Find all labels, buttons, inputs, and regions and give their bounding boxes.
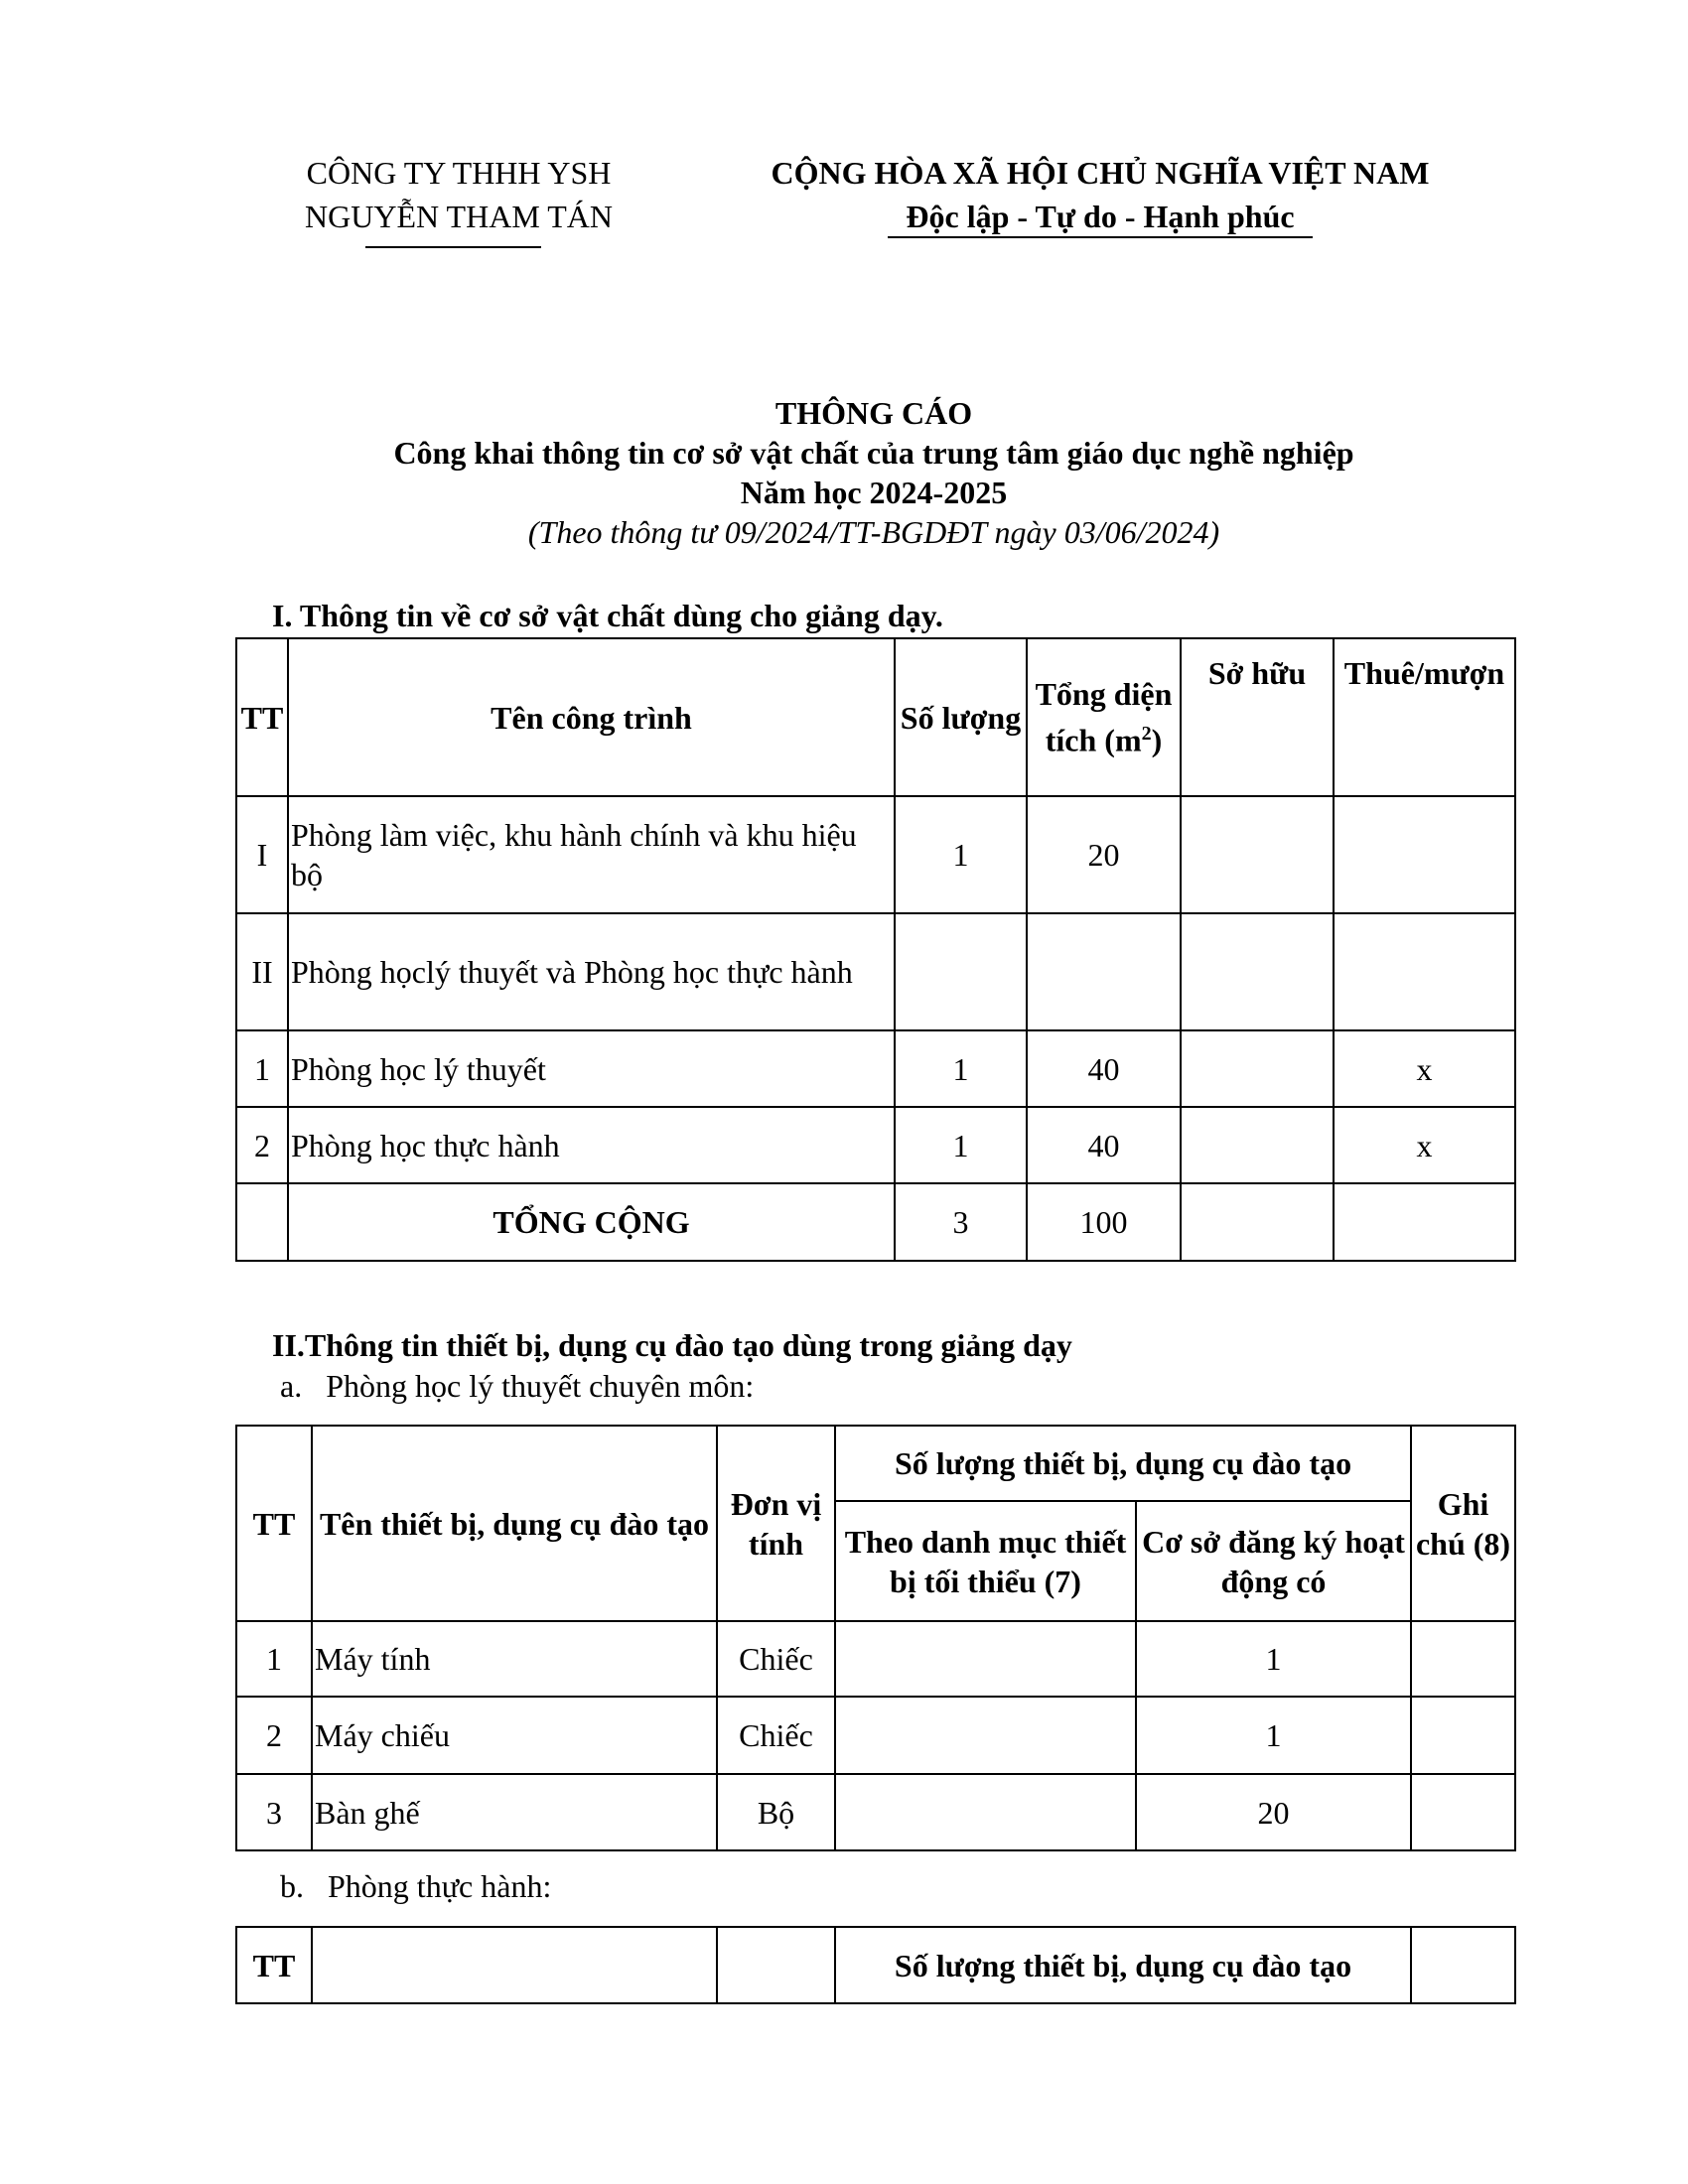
cell-own (1181, 796, 1334, 913)
total-row (236, 1183, 1515, 1261)
table-row (236, 913, 1515, 1030)
cell-note (1411, 1774, 1515, 1850)
total-label: TỔNG CỘNG (288, 1183, 895, 1261)
cell-own (1181, 1030, 1334, 1107)
table-row (236, 1774, 1515, 1850)
col-qty: Số lượng (895, 638, 1027, 796)
cell-own (1181, 1107, 1334, 1183)
col-group: Số lượng thiết bị, dụng cụ đào tạo (835, 1426, 1411, 1501)
facilities-table (235, 637, 1516, 1262)
cell-name: Phòng học lý thuyết (288, 1030, 895, 1107)
col-note: Ghi chú (8) (1411, 1426, 1515, 1621)
col-tt: TT (236, 638, 288, 796)
nation-header (703, 151, 1497, 238)
motto-underline (888, 236, 1313, 238)
col-area (1027, 638, 1181, 796)
total-area: 100 (1027, 1183, 1181, 1261)
cell-name: Bàn ghế (312, 1774, 717, 1850)
cell-min (835, 1774, 1136, 1850)
total-qty: 3 (895, 1183, 1027, 1261)
cell-unit: Chiếc (717, 1697, 835, 1774)
col-name (312, 1927, 717, 2003)
table-row (236, 1621, 1515, 1697)
cell-rent: x (1334, 1107, 1515, 1183)
cell-area: 40 (1027, 1107, 1181, 1183)
cell-tt (236, 1183, 288, 1261)
cell-tt: 2 (236, 1107, 288, 1183)
cell-note (1411, 1697, 1515, 1774)
nation-title: CỘNG HÒA XÃ HỘI CHỦ NGHĨA VIỆT NAM (771, 155, 1430, 191)
cell-qty (895, 913, 1027, 1030)
table-header-row (236, 1927, 1515, 2003)
cell-tt: 3 (236, 1774, 312, 1850)
cell-area: 40 (1027, 1030, 1181, 1107)
col-area-label: Tổng diện tích (m (1035, 676, 1173, 758)
subsection-b: b. Phòng thực hành: (280, 1868, 552, 1904)
table-header-row (236, 638, 1515, 796)
company-line1: CÔNG TY THHH YSH (306, 155, 612, 191)
motto: Độc lập - Tự do - Hạnh phúc (906, 199, 1295, 234)
cell-tt: II (236, 913, 288, 1030)
table-row (236, 1030, 1515, 1107)
cell-tt: 1 (236, 1030, 288, 1107)
cell-note (1411, 1621, 1515, 1697)
cell-name: Phòng làm việc, khu hành chính và khu hiệu bộ (288, 796, 895, 913)
cell-min (835, 1621, 1136, 1697)
cell-rent (1334, 1183, 1515, 1261)
col-rent: Thuê/mượn (1334, 638, 1515, 796)
cell-unit: Chiếc (717, 1621, 835, 1697)
cell-tt: 1 (236, 1621, 312, 1697)
cell-unit: Bộ (717, 1774, 835, 1850)
cell-rent: x (1334, 1030, 1515, 1107)
company-name (260, 151, 657, 238)
col-tt: TT (236, 1927, 312, 2003)
table-header-row (236, 1426, 1515, 1501)
col-own: Sở hữu (1181, 638, 1334, 796)
cell-area: 20 (1027, 796, 1181, 913)
col-name: Tên công trình (288, 638, 895, 796)
cell-qty: 1 (895, 1030, 1027, 1107)
table-row (236, 796, 1515, 913)
section1-heading: I. Thông tin về cơ sở vật chất dùng cho giảng dạy. (272, 598, 943, 633)
company-line2: NGUYỄN THAM TÁN (305, 199, 613, 234)
cell-min (835, 1697, 1136, 1774)
cell-tt: 2 (236, 1697, 312, 1774)
col-min: Theo danh mục thiết bị tối thiểu (7) (835, 1501, 1136, 1621)
section2-heading: II.Thông tin thiết bị, dụng cụ đào tạo dùng trong giảng dạy (272, 1327, 1072, 1363)
cell-reg: 1 (1136, 1697, 1411, 1774)
col-unit (717, 1927, 835, 2003)
cell-qty: 1 (895, 796, 1027, 913)
col-name: Tên thiết bị, dụng cụ đào tạo (312, 1426, 717, 1621)
cell-area (1027, 913, 1181, 1030)
document-title (0, 393, 1688, 552)
cell-name: Máy tính (312, 1621, 717, 1697)
cell-name: Phòng họclý thuyết và Phòng học thực hành (288, 913, 895, 1030)
table-row (236, 1107, 1515, 1183)
cell-qty: 1 (895, 1107, 1027, 1183)
cell-own (1181, 1183, 1334, 1261)
cell-name: Phòng học thực hành (288, 1107, 895, 1183)
col-area-end: ) (1151, 722, 1163, 758)
equipment-table-b (235, 1926, 1516, 2004)
col-note (1411, 1927, 1515, 2003)
title-subtitle: Công khai thông tin cơ sở vật chất của trung tâm giáo dục nghề nghiệp (393, 435, 1354, 471)
title-main: THÔNG CÁO (774, 395, 973, 431)
cell-reg: 20 (1136, 1774, 1411, 1850)
cell-own (1181, 913, 1334, 1030)
col-tt: TT (236, 1426, 312, 1621)
divider (365, 246, 541, 248)
cell-tt: I (236, 796, 288, 913)
cell-name: Máy chiếu (312, 1697, 717, 1774)
col-reg: Cơ sở đăng ký hoạt động có (1136, 1501, 1411, 1621)
col-unit: Đơn vị tính (717, 1426, 835, 1621)
subsection-a: a. Phòng học lý thuyết chuyên môn: (280, 1368, 755, 1404)
cell-reg: 1 (1136, 1621, 1411, 1697)
table-row (236, 1697, 1515, 1774)
col-group: Số lượng thiết bị, dụng cụ đào tạo (835, 1927, 1411, 2003)
col-area-sup: 2 (1141, 723, 1152, 746)
cell-rent (1334, 796, 1515, 913)
equipment-table-a (235, 1425, 1516, 1851)
title-reference: (Theo thông tư 09/2024/TT-BGDĐT ngày 03/06/2024) (527, 514, 1220, 550)
cell-rent (1334, 913, 1515, 1030)
title-year: Năm học 2024-2025 (740, 475, 1008, 510)
